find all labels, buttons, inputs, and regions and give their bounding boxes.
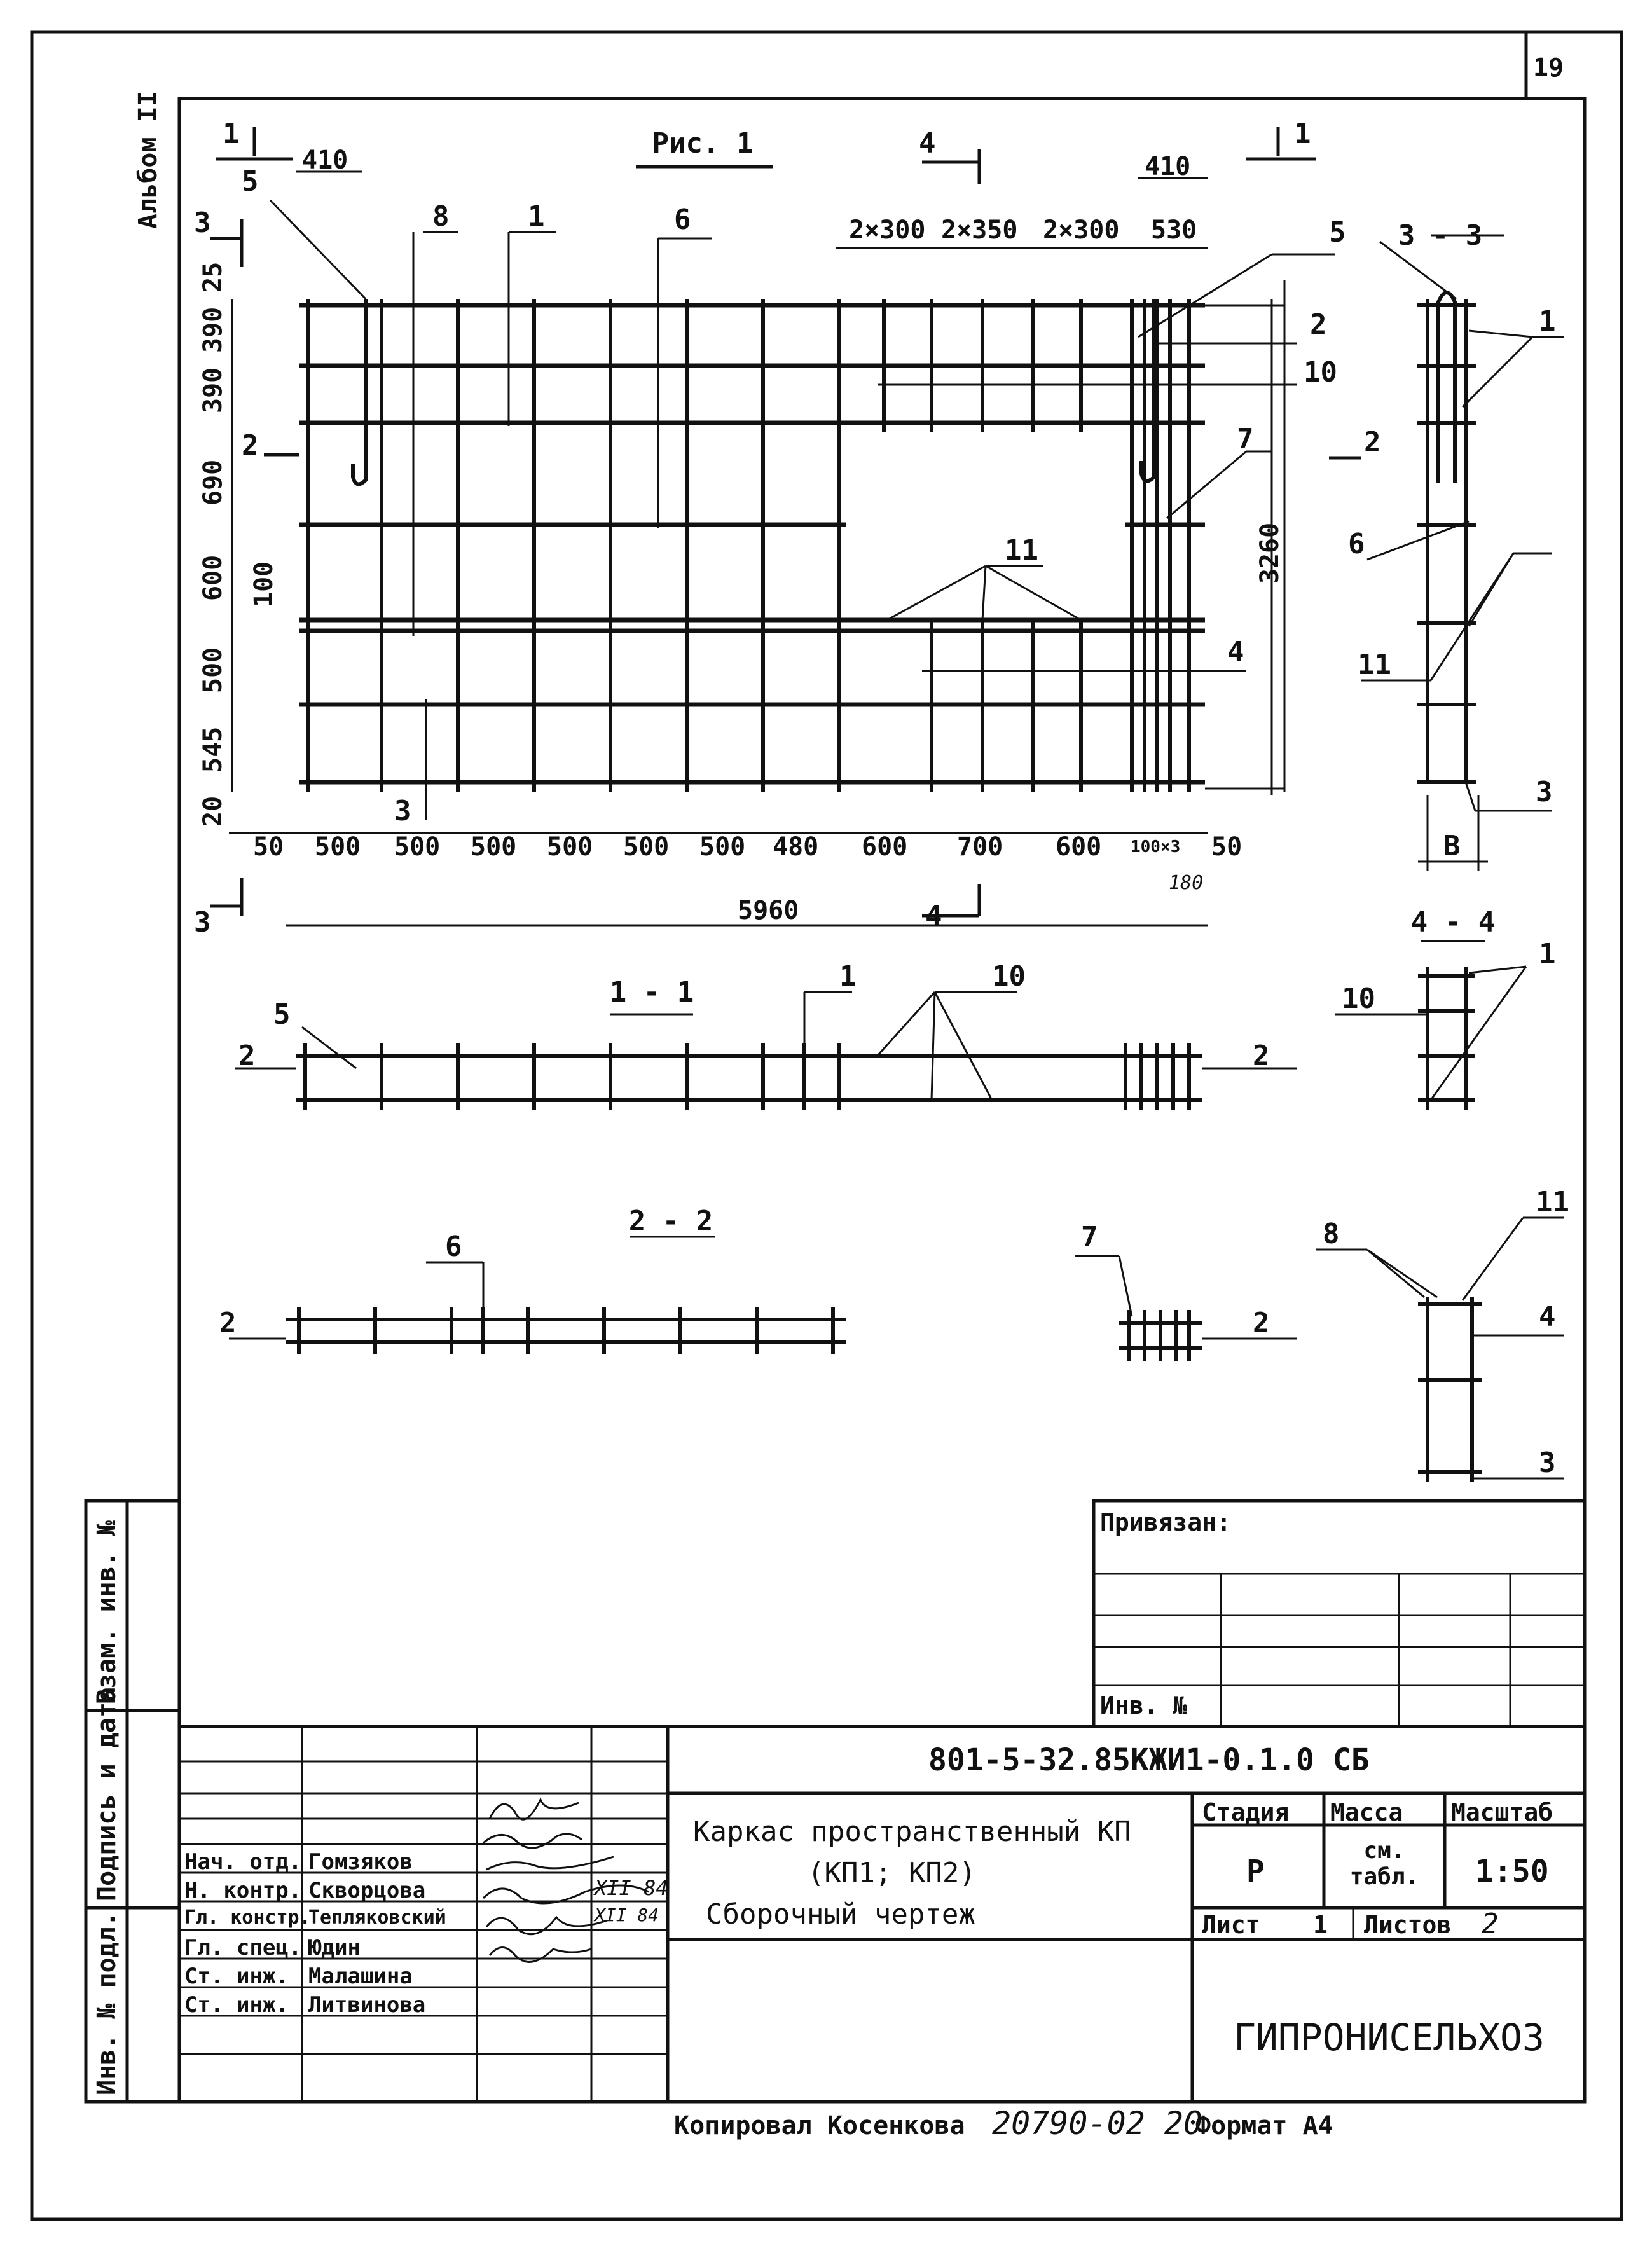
doc-code: 801-5-32.85КЖИ1-0.1.0 СБ: [928, 1742, 1370, 1778]
dim-b-5: 500: [623, 832, 670, 862]
pos-5-right: 5: [1329, 216, 1346, 249]
dim-100: 100: [249, 561, 279, 607]
footer-format: Формат А4: [1195, 2111, 1333, 2140]
staff-name: Малашина: [308, 1964, 413, 1989]
marker-3-bottom: 3: [194, 906, 211, 939]
staff-role: Ст. инж.: [184, 1964, 289, 1989]
detail-8-view: [1316, 1218, 1564, 1482]
dim-545: 545: [198, 726, 228, 773]
dim-b-6: 500: [699, 832, 746, 862]
sheets-value: 2: [1482, 1908, 1499, 1940]
marker-2-left: 2: [242, 429, 259, 462]
pos-4-detail: 4: [1539, 1300, 1556, 1333]
staff-name: Литвинова: [308, 1992, 426, 2018]
title-line-3: Сборочный чертеж: [706, 1898, 975, 1931]
staff-date: XII 84: [595, 1905, 659, 1926]
dim-b-12: 50: [1211, 832, 1242, 862]
pos-7-detail: 7: [1081, 1221, 1098, 1253]
dim-410-right: 410: [1145, 152, 1191, 181]
pos-10-s11: 10: [992, 960, 1026, 993]
pos-2-detail: 2: [1253, 1307, 1270, 1339]
staff-name: Гомзяков: [308, 1849, 413, 1875]
side-label-inv: Инв. № подл.: [92, 1912, 121, 2095]
pos-3-s33: 3: [1536, 776, 1553, 808]
dim-25: 25: [198, 261, 228, 293]
staff-name: Скворцова: [308, 1878, 426, 1903]
section-2-2-view: [229, 1237, 846, 1354]
marker-3-top: 3: [194, 207, 211, 239]
pos-3: 3: [394, 795, 411, 827]
staff-role: Гл. констр.: [184, 1906, 311, 1929]
side-label-vzam: Взам. инв. №: [92, 1520, 121, 1704]
staff-role: Нач. отд.: [184, 1849, 302, 1875]
dim-390-a: 390: [198, 307, 228, 353]
dim-500: 500: [198, 647, 228, 693]
pos-1-s11: 1: [839, 960, 857, 993]
dim-2x300-b: 2×300: [1043, 216, 1120, 245]
dim-2x300-a: 2×300: [849, 216, 926, 245]
album-label: Альбом II: [134, 91, 163, 229]
main-frame-view: [210, 127, 1361, 925]
section-3-3-view: [1361, 235, 1564, 871]
pos-4: 4: [1227, 636, 1244, 668]
section-1-1-title: 1 - 1: [609, 976, 694, 1009]
org-name: ГИПРОНИСЕЛЬХОЗ: [1234, 2016, 1545, 2059]
footer-copied: Копировал Косенкова: [674, 2111, 965, 2140]
pos-10: 10: [1304, 356, 1337, 389]
section-1-1-view: [235, 992, 1297, 1110]
pos-11-detail: 11: [1536, 1186, 1569, 1218]
marker-4-bottom: 4: [925, 900, 942, 932]
dim-b-10: 600: [1056, 832, 1102, 862]
dim-390-b: 390: [198, 367, 228, 413]
side-label-podpis: Подпись и дата: [92, 1686, 121, 1901]
section-4-4-view: [1335, 941, 1526, 1110]
scale-value: 1:50: [1475, 1854, 1549, 1889]
section-3-3-title: 3 - 3: [1398, 219, 1483, 252]
sheet-label: Лист: [1202, 1911, 1260, 1939]
dim-b-2: 500: [394, 832, 441, 862]
dim-3260: 3260: [1255, 522, 1284, 584]
dim-600: 600: [198, 555, 228, 601]
staff-role: Ст. инж.: [184, 1992, 289, 2018]
dim-b-0: 50: [253, 832, 284, 862]
pos-1-s33: 1: [1539, 305, 1556, 338]
pos-2-s11-left: 2: [238, 1040, 256, 1072]
pos-8: 8: [432, 200, 450, 233]
dim-180: 180: [1169, 872, 1204, 894]
pos-1: 1: [528, 200, 545, 233]
dim-b-7: 480: [773, 832, 819, 862]
staff-date: XII 84: [595, 1876, 668, 1900]
pos-3-detail: 3: [1539, 1447, 1556, 1479]
dim-b-label: B: [1443, 830, 1461, 862]
section-2-2-title: 2 - 2: [628, 1205, 713, 1237]
pos-10-s44: 10: [1342, 982, 1375, 1015]
title-line-1: Каркас пространственный КП: [693, 1815, 1131, 1848]
dim-b-4: 500: [547, 832, 593, 862]
marker-1-right: 1: [1294, 118, 1311, 150]
dim-b-3: 500: [471, 832, 517, 862]
stage-label: Стадия: [1202, 1798, 1290, 1826]
pos-5: 5: [242, 165, 259, 198]
figure-title: Рис. 1: [652, 127, 754, 160]
pos-11-s33: 11: [1358, 649, 1391, 681]
marker-2-right: 2: [1364, 426, 1381, 458]
dim-20: 20: [198, 796, 228, 827]
sheet-value: 1: [1313, 1911, 1328, 1939]
pos-6-s22: 6: [445, 1230, 462, 1263]
section-4-4-title: 4 - 4: [1410, 906, 1496, 939]
marker-1-left: 1: [223, 118, 240, 150]
stage-value: Р: [1246, 1854, 1265, 1889]
inv-no-label: Инв. №: [1100, 1691, 1188, 1719]
pos-5-s11: 5: [273, 998, 291, 1031]
sheet-number: 19: [1532, 53, 1564, 83]
marker-4-top: 4: [919, 127, 936, 160]
pos-2-s22: 2: [219, 1307, 237, 1339]
dim-b-8: 600: [862, 832, 908, 862]
dim-530: 530: [1151, 216, 1197, 245]
pos-2: 2: [1310, 308, 1327, 341]
dim-2x350: 2×350: [941, 216, 1018, 245]
mass-value: см. табл.: [1349, 1838, 1419, 1890]
dim-5960: 5960: [738, 896, 799, 925]
footer-order: 20790-02 20: [992, 2105, 1203, 2142]
title-line-2: (КП1; КП2): [808, 1857, 976, 1889]
staff-name: Тепляковский: [308, 1906, 446, 1929]
sheets-label: Листов: [1364, 1911, 1452, 1939]
scale-label: Масштаб: [1451, 1798, 1553, 1826]
pos-6-s33: 6: [1348, 528, 1365, 560]
dim-b-9: 700: [957, 832, 1003, 862]
pos-7: 7: [1237, 423, 1254, 455]
staff-role: Н. контр.: [184, 1878, 302, 1903]
dim-b-1: 500: [315, 832, 361, 862]
staff-name: Юдин: [308, 1935, 361, 1960]
staff-role: Гл. спец.: [184, 1935, 302, 1960]
pos-1-s44: 1: [1539, 938, 1556, 970]
pos-8-detail: 8: [1323, 1218, 1340, 1250]
pos-6: 6: [674, 203, 691, 236]
mass-label: Масса: [1330, 1798, 1403, 1826]
pos-11: 11: [1005, 534, 1038, 567]
drawing-labels: [194, 53, 1569, 1479]
dim-b-11: 100×3: [1131, 837, 1181, 857]
dim-690: 690: [198, 459, 228, 506]
dim-410-left: 410: [302, 146, 348, 175]
privyazan-label: Привязан:: [1100, 1508, 1231, 1536]
pos-2-s11-right: 2: [1253, 1040, 1270, 1072]
